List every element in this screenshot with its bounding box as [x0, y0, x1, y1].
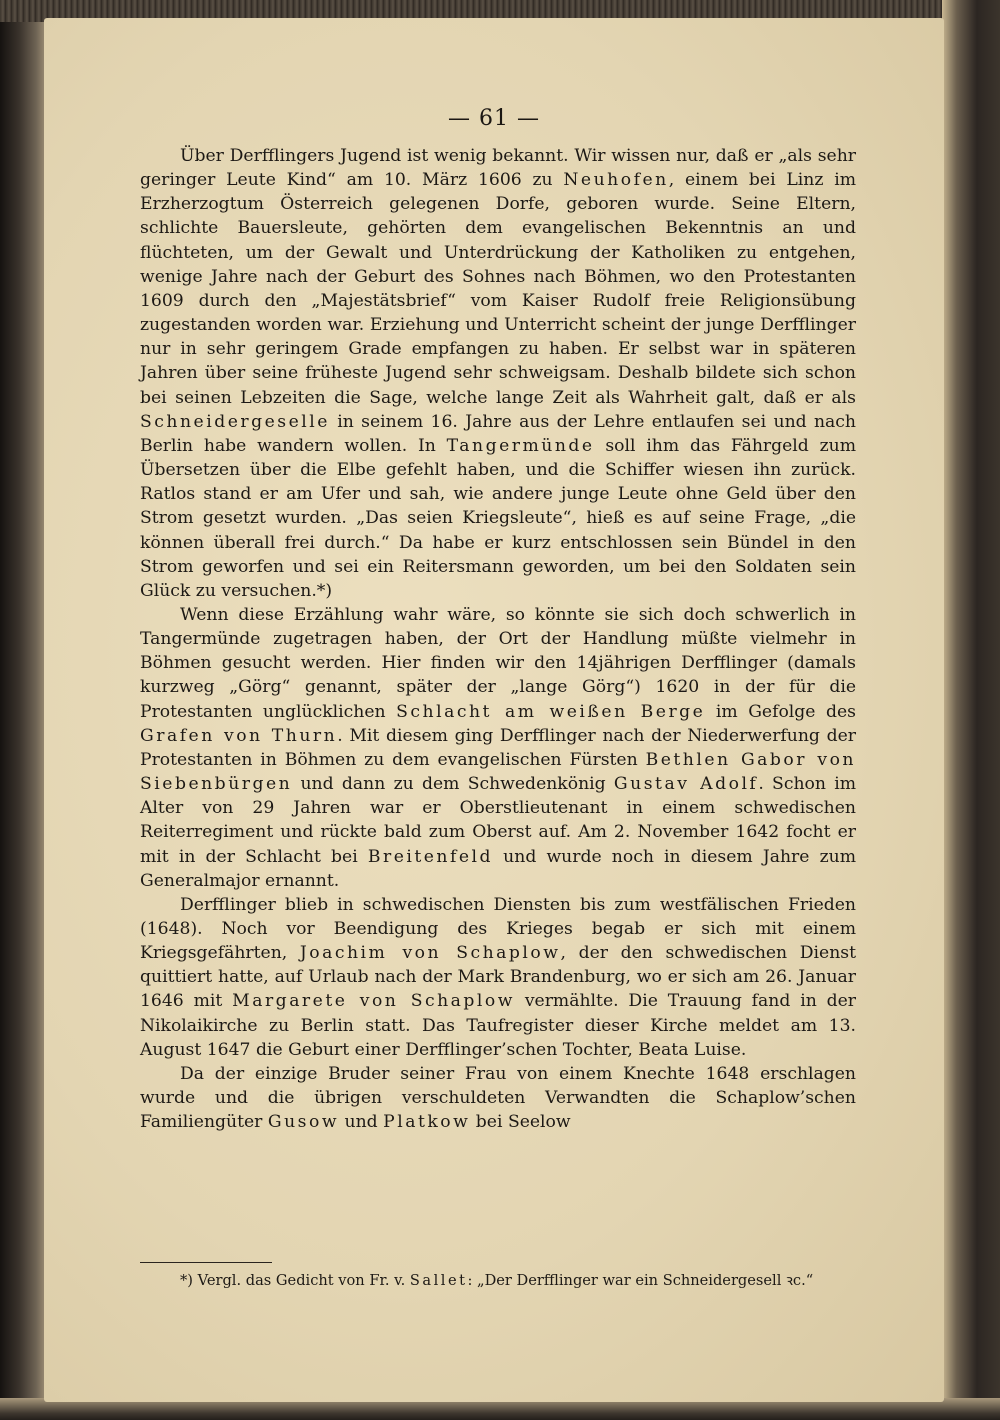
text-run: Derfflinger blieb in schwedischen Diensten bis zum westfälischen Frieden (1648). Noch vor Beendigung des Krieges begab er sich mit einem Kriegsgefährten,	[140, 894, 856, 964]
book-binding-left	[0, 0, 48, 1420]
text-run: , der den schwedischen Dienst quittiert hatte, auf Urlaub nach der Mark Brandenburg, wo er sich am 26. Januar 1646 mit	[140, 943, 856, 1012]
spaced-emphasis-text: Breitenfeld	[367, 846, 494, 867]
text-run: im Gefolge des	[705, 701, 856, 722]
paragraph-3	[140, 893, 856, 1062]
text-run: in seinem 16. Jahre aus der Lehre entlaufen sei und nach Berlin habe wandern wollen. In	[140, 411, 856, 456]
text-run: Wenn diese Erzählung wahr wäre, so könnte sie sich doch schwerlich in Tangermünde zugetragen haben, der Ort der Handlung müßte vielmehr in Böhmen gesucht werden. Hier finden wir den 14jährigen Derfflinger (damals kurzweg „Görg“ genannt, später der „lange Görg“) 1620 in der für die Protestanten unglücklichen	[140, 604, 856, 722]
spaced-emphasis-text: Margarete von Schaplow	[232, 991, 515, 1012]
text-run: und dann zu dem Schwedenkönig	[292, 774, 614, 795]
text-run: *) Vergl. das Gedicht von Fr. v.	[180, 1272, 410, 1289]
spaced-emphasis-text: Tangermünde	[446, 435, 595, 456]
body-text	[140, 144, 856, 1134]
text-run: soll ihm das Fährgeld zum Übersetzen über die Elbe gefehlt haben, und die Schiffer wiesen ihn zurück. Ratlos stand er am Ufer und sah, wie andere junge Leute ohne Geld über den Strom gesetzt wurden. „Das seien Kriegsleute“, hieß es auf seine Frage, „die können überall frei durch.“ Da habe er kurz entschlossen sein Bündel in den Strom geworfen und sei ein Reitersmann geworden, um bei den Soldaten sein Glück zu versuchen.*)	[140, 435, 856, 601]
footnote	[140, 1270, 856, 1291]
spaced-emphasis-text: Neuhofen	[563, 170, 669, 191]
spaced-emphasis-text: Joachim von Schaplow	[299, 943, 561, 964]
paragraph-2	[140, 603, 856, 893]
spaced-emphasis-text: Schlacht am weißen Berge	[396, 701, 706, 722]
text-run: vermählte. Die Trauung fand in der Nikolaikirche zu Berlin statt. Das Taufregister dieser Kirche meldet am 13. August 1647 die Geburt einer Derfflinger’schen Tochter, Beata Luise.	[140, 991, 856, 1060]
text-run: , einem bei Linz im Erzherzogtum Österreich gelegenen Dorfe, geboren wurde. Seine Eltern, schlichte Bauersleute, gehörten dem evangelischen Bekenntnis an und flüchteten, um der Gewalt und Unterdrückung der Katholiken zu entgehen, wenige Jahre nach der Geburt des Sohnes nach Böhmen, wo den Protestanten 1609 durch den „Majestätsbrief“ vom Kaiser Rudolf freie Religionsübung zugestanden worden war. Erziehung und Unterricht scheint der junge Derfflinger nur in sehr geringem Grade empfangen zu haben. Er selbst war in späteren Jahren über seine früheste Jugend sehr schweigsam. Deshalb bildete sich schon bei seinen Lebzeiten die Sage, welche lange Zeit als Wahrheit galt, daß er als	[140, 170, 856, 408]
text-run: . Schon im Alter von 29 Jahren war er Oberstlieutenant in einem schwedischen Reiterregiment und rückte bald zum Oberst auf. Am 2. November 1642 focht er mit in der Schlacht bei	[140, 774, 857, 867]
text-run: und	[339, 1112, 384, 1133]
spaced-emphasis-text: Bethlen Gabor von Siebenbürgen	[140, 749, 856, 795]
paragraph-4	[140, 1062, 856, 1134]
text-run: Da der einzige Bruder seiner Frau von einem Knechte 1648 erschlagen wurde und die übrigen verschuldeten Verwandten die Schaplow’schen Familiengüter	[140, 1063, 856, 1133]
paragraph-1	[140, 144, 856, 603]
text-run: : „Der Derfflinger war ein Schneidergesell ꝛc.“	[467, 1272, 814, 1289]
spaced-emphasis-text: Gustav Adolf	[613, 774, 759, 795]
spaced-emphasis-text: Schneidergeselle	[140, 411, 330, 432]
footnote-text	[140, 1270, 856, 1291]
paper-page	[44, 18, 944, 1402]
text-run: Über Derfflingers Jugend ist wenig bekannt. Wir wissen nur, daß er „als sehr geringer Leute Kind“ am 10. März 1606 zu	[140, 146, 856, 191]
text-run: und wurde noch in diesem Jahre zum Generalmajor ernannt.	[140, 846, 856, 891]
spaced-emphasis-text: Sallet	[409, 1272, 468, 1289]
spaced-emphasis-text: Grafen von Thurn	[140, 725, 338, 746]
book-edge-right	[942, 0, 1000, 1420]
page-number: — 61 —	[448, 106, 540, 131]
spaced-emphasis-text: Gusow	[267, 1112, 340, 1133]
spaced-emphasis-text: Platkow	[383, 1112, 471, 1133]
footnote-divider	[140, 1262, 272, 1263]
text-run: . Mit diesem ging Derfflinger nach der Niederwerfung der Protestanten in Böhmen zu dem evangelischen Fürsten	[140, 725, 856, 770]
text-run: bei Seelow	[470, 1112, 571, 1133]
